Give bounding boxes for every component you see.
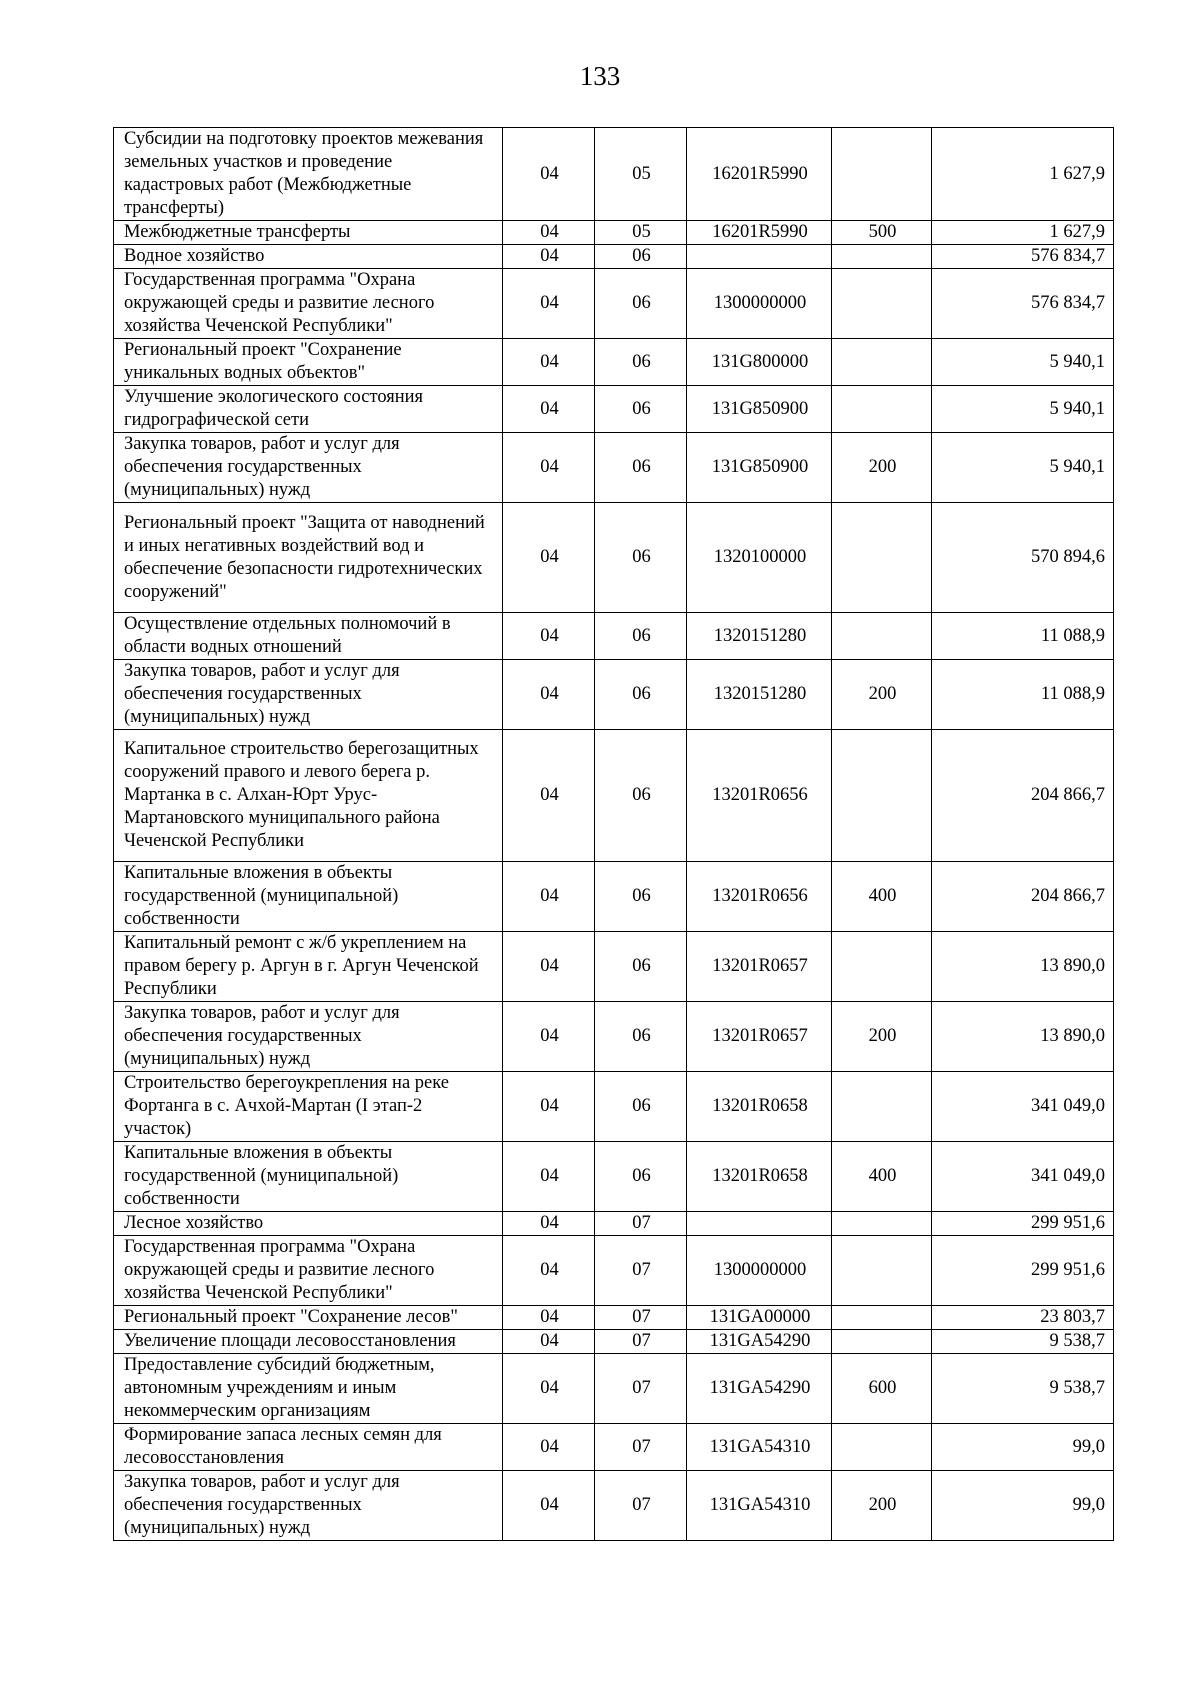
cell-amount: 576 834,7 (932, 245, 1114, 269)
cell-name: Увеличение площади лесовосстановления (114, 1330, 503, 1354)
cell-section: 04 (503, 1354, 595, 1424)
table-row (114, 1212, 1114, 1236)
cell-subsection: 07 (595, 1306, 687, 1330)
cell-expense-type (832, 339, 932, 386)
cell-target-article: 1300000000 (687, 269, 832, 339)
cell-amount: 299 951,6 (932, 1212, 1114, 1236)
cell-target-article: 1300000000 (687, 1236, 832, 1306)
table-row (114, 1002, 1114, 1072)
cell-target-article: 1320151280 (687, 660, 832, 730)
cell-amount: 11 088,9 (932, 660, 1114, 730)
cell-subsection: 05 (595, 221, 687, 245)
table-row (114, 1330, 1114, 1354)
cell-target-article: 13201R0658 (687, 1072, 832, 1142)
cell-section: 04 (503, 128, 595, 221)
cell-name: Закупка товаров, работ и услуг для обеспечения государственных (муниципальных) нужд (114, 1471, 503, 1541)
cell-subsection: 06 (595, 660, 687, 730)
cell-amount: 299 951,6 (932, 1236, 1114, 1306)
cell-target-article: 13201R0657 (687, 1002, 832, 1072)
cell-name: Формирование запаса лесных семян для лесовосстановления (114, 1424, 503, 1471)
cell-subsection: 06 (595, 613, 687, 660)
cell-name: Капитальное строительство берегозащитных сооружений правого и левого берега р. Мартанка в с. Алхан-Юрт Урус-Мартановского муниципального района Чеченской Республики (114, 730, 503, 862)
cell-target-article (687, 1212, 832, 1236)
cell-target-article: 131GA54310 (687, 1471, 832, 1541)
cell-subsection: 06 (595, 503, 687, 613)
table-row (114, 245, 1114, 269)
cell-subsection: 06 (595, 433, 687, 503)
cell-expense-type (832, 1236, 932, 1306)
cell-section: 04 (503, 1424, 595, 1471)
cell-subsection: 07 (595, 1212, 687, 1236)
cell-expense-type (832, 128, 932, 221)
table-row (114, 339, 1114, 386)
cell-target-article: 131GA54310 (687, 1424, 832, 1471)
cell-section: 04 (503, 339, 595, 386)
cell-target-article: 13201R0656 (687, 730, 832, 862)
cell-name: Субсидии на подготовку проектов межевания земельных участков и проведение кадастровых работ (Межбюджетные трансферты) (114, 128, 503, 221)
cell-amount: 570 894,6 (932, 503, 1114, 613)
cell-target-article: 131GA00000 (687, 1306, 832, 1330)
cell-name: Осуществление отдельных полномочий в области водных отношений (114, 613, 503, 660)
table-row (114, 269, 1114, 339)
cell-section: 04 (503, 1471, 595, 1541)
cell-amount: 11 088,9 (932, 613, 1114, 660)
cell-name: Улучшение экологического состояния гидрографической сети (114, 386, 503, 433)
budget-table (113, 127, 1114, 1541)
cell-subsection: 06 (595, 1072, 687, 1142)
cell-amount: 1 627,9 (932, 221, 1114, 245)
cell-target-article: 1320100000 (687, 503, 832, 613)
cell-section: 04 (503, 1236, 595, 1306)
table-row (114, 503, 1114, 613)
cell-expense-type: 200 (832, 433, 932, 503)
cell-amount: 1 627,9 (932, 128, 1114, 221)
cell-amount: 99,0 (932, 1424, 1114, 1471)
cell-subsection: 06 (595, 386, 687, 433)
cell-section: 04 (503, 433, 595, 503)
cell-expense-type (832, 1212, 932, 1236)
page-number: 133 (579, 61, 621, 91)
cell-name: Закупка товаров, работ и услуг для обеспечения государственных (муниципальных) нужд (114, 433, 503, 503)
cell-target-article: 16201R5990 (687, 221, 832, 245)
cell-amount: 5 940,1 (932, 339, 1114, 386)
cell-name: Межбюджетные трансферты (114, 221, 503, 245)
table-row (114, 660, 1114, 730)
table-row (114, 1424, 1114, 1471)
table-row (114, 221, 1114, 245)
table-row (114, 862, 1114, 932)
cell-expense-type: 600 (832, 1354, 932, 1424)
table-row (114, 613, 1114, 660)
cell-expense-type: 200 (832, 660, 932, 730)
cell-subsection: 07 (595, 1471, 687, 1541)
cell-section: 04 (503, 1330, 595, 1354)
cell-subsection: 06 (595, 269, 687, 339)
cell-section: 04 (503, 221, 595, 245)
cell-name: Капитальные вложения в объекты государственной (муниципальной) собственности (114, 1142, 503, 1212)
table-row (114, 128, 1114, 221)
cell-name: Закупка товаров, работ и услуг для обеспечения государственных (муниципальных) нужд (114, 1002, 503, 1072)
cell-amount: 204 866,7 (932, 730, 1114, 862)
cell-amount: 23 803,7 (932, 1306, 1114, 1330)
cell-amount: 9 538,7 (932, 1330, 1114, 1354)
cell-target-article: 13201R0656 (687, 862, 832, 932)
cell-subsection: 06 (595, 932, 687, 1002)
cell-target-article: 16201R5990 (687, 128, 832, 221)
table-row (114, 1142, 1114, 1212)
cell-expense-type (832, 386, 932, 433)
cell-name: Региональный проект "Сохранение лесов" (114, 1306, 503, 1330)
cell-section: 04 (503, 862, 595, 932)
cell-amount: 204 866,7 (932, 862, 1114, 932)
cell-subsection: 07 (595, 1330, 687, 1354)
cell-section: 04 (503, 386, 595, 433)
cell-target-article: 13201R0657 (687, 932, 832, 1002)
cell-section: 04 (503, 503, 595, 613)
cell-target-article (687, 245, 832, 269)
cell-amount: 341 049,0 (932, 1142, 1114, 1212)
cell-section: 04 (503, 932, 595, 1002)
cell-name: Государственная программа "Охрана окружающей среды и развитие лесного хозяйства Чеченской Республики" (114, 1236, 503, 1306)
cell-subsection: 07 (595, 1354, 687, 1424)
cell-expense-type: 500 (832, 221, 932, 245)
cell-expense-type (832, 1072, 932, 1142)
cell-section: 04 (503, 1072, 595, 1142)
table-row (114, 1072, 1114, 1142)
cell-name: Региональный проект "Защита от наводнений и иных негативных воздействий вод и обеспечение безопасности гидротехнических сооружений" (114, 503, 503, 613)
cell-amount: 13 890,0 (932, 1002, 1114, 1072)
cell-target-article: 131GA54290 (687, 1330, 832, 1354)
cell-amount: 576 834,7 (932, 269, 1114, 339)
table-row (114, 932, 1114, 1002)
cell-expense-type (832, 730, 932, 862)
cell-target-article: 1320151280 (687, 613, 832, 660)
cell-expense-type (832, 1424, 932, 1471)
cell-subsection: 05 (595, 128, 687, 221)
budget-table-body (114, 128, 1114, 1541)
cell-target-article: 131G850900 (687, 386, 832, 433)
table-row (114, 1236, 1114, 1306)
cell-section: 04 (503, 660, 595, 730)
cell-expense-type (832, 1306, 932, 1330)
cell-section: 04 (503, 1212, 595, 1236)
cell-target-article: 13201R0658 (687, 1142, 832, 1212)
cell-expense-type: 200 (832, 1002, 932, 1072)
cell-subsection: 06 (595, 730, 687, 862)
cell-section: 04 (503, 269, 595, 339)
cell-expense-type (832, 1330, 932, 1354)
cell-amount: 341 049,0 (932, 1072, 1114, 1142)
cell-section: 04 (503, 245, 595, 269)
cell-amount: 13 890,0 (932, 932, 1114, 1002)
cell-target-article: 131GA54290 (687, 1354, 832, 1424)
table-row (114, 1471, 1114, 1541)
cell-subsection: 06 (595, 862, 687, 932)
cell-section: 04 (503, 1002, 595, 1072)
cell-name: Строительство берегоукрепления на реке Фортанга в с. Ачхой-Мартан (I этап-2 участок) (114, 1072, 503, 1142)
cell-expense-type (832, 932, 932, 1002)
cell-section: 04 (503, 730, 595, 862)
cell-expense-type (832, 503, 932, 613)
cell-name: Закупка товаров, работ и услуг для обеспечения государственных (муниципальных) нужд (114, 660, 503, 730)
cell-expense-type: 400 (832, 862, 932, 932)
table-row (114, 386, 1114, 433)
cell-expense-type: 200 (832, 1471, 932, 1541)
cell-expense-type (832, 269, 932, 339)
cell-section: 04 (503, 613, 595, 660)
cell-name: Капитальный ремонт с ж/б укреплением на правом берегу р. Аргун в г. Аргун Чеченской Республики (114, 932, 503, 1002)
table-row (114, 1354, 1114, 1424)
cell-target-article: 131G850900 (687, 433, 832, 503)
cell-amount: 5 940,1 (932, 433, 1114, 503)
cell-section: 04 (503, 1306, 595, 1330)
cell-subsection: 06 (595, 245, 687, 269)
cell-section: 04 (503, 1142, 595, 1212)
table-row (114, 730, 1114, 862)
cell-expense-type: 400 (832, 1142, 932, 1212)
cell-name: Капитальные вложения в объекты государственной (муниципальной) собственности (114, 862, 503, 932)
cell-name: Региональный проект "Сохранение уникальных водных объектов" (114, 339, 503, 386)
cell-amount: 5 940,1 (932, 386, 1114, 433)
cell-expense-type (832, 245, 932, 269)
cell-subsection: 06 (595, 1002, 687, 1072)
cell-subsection: 07 (595, 1424, 687, 1471)
cell-subsection: 07 (595, 1236, 687, 1306)
cell-name: Предоставление субсидий бюджетным, автономным учреждениям и иным некоммерческим организациям (114, 1354, 503, 1424)
cell-subsection: 06 (595, 1142, 687, 1212)
cell-name: Лесное хозяйство (114, 1212, 503, 1236)
cell-name: Государственная программа "Охрана окружающей среды и развитие лесного хозяйства Чеченской Республики" (114, 269, 503, 339)
cell-subsection: 06 (595, 339, 687, 386)
table-row (114, 433, 1114, 503)
cell-target-article: 131G800000 (687, 339, 832, 386)
cell-expense-type (832, 613, 932, 660)
cell-amount: 99,0 (932, 1471, 1114, 1541)
cell-amount: 9 538,7 (932, 1354, 1114, 1424)
table-row (114, 1306, 1114, 1330)
cell-name: Водное хозяйство (114, 245, 503, 269)
